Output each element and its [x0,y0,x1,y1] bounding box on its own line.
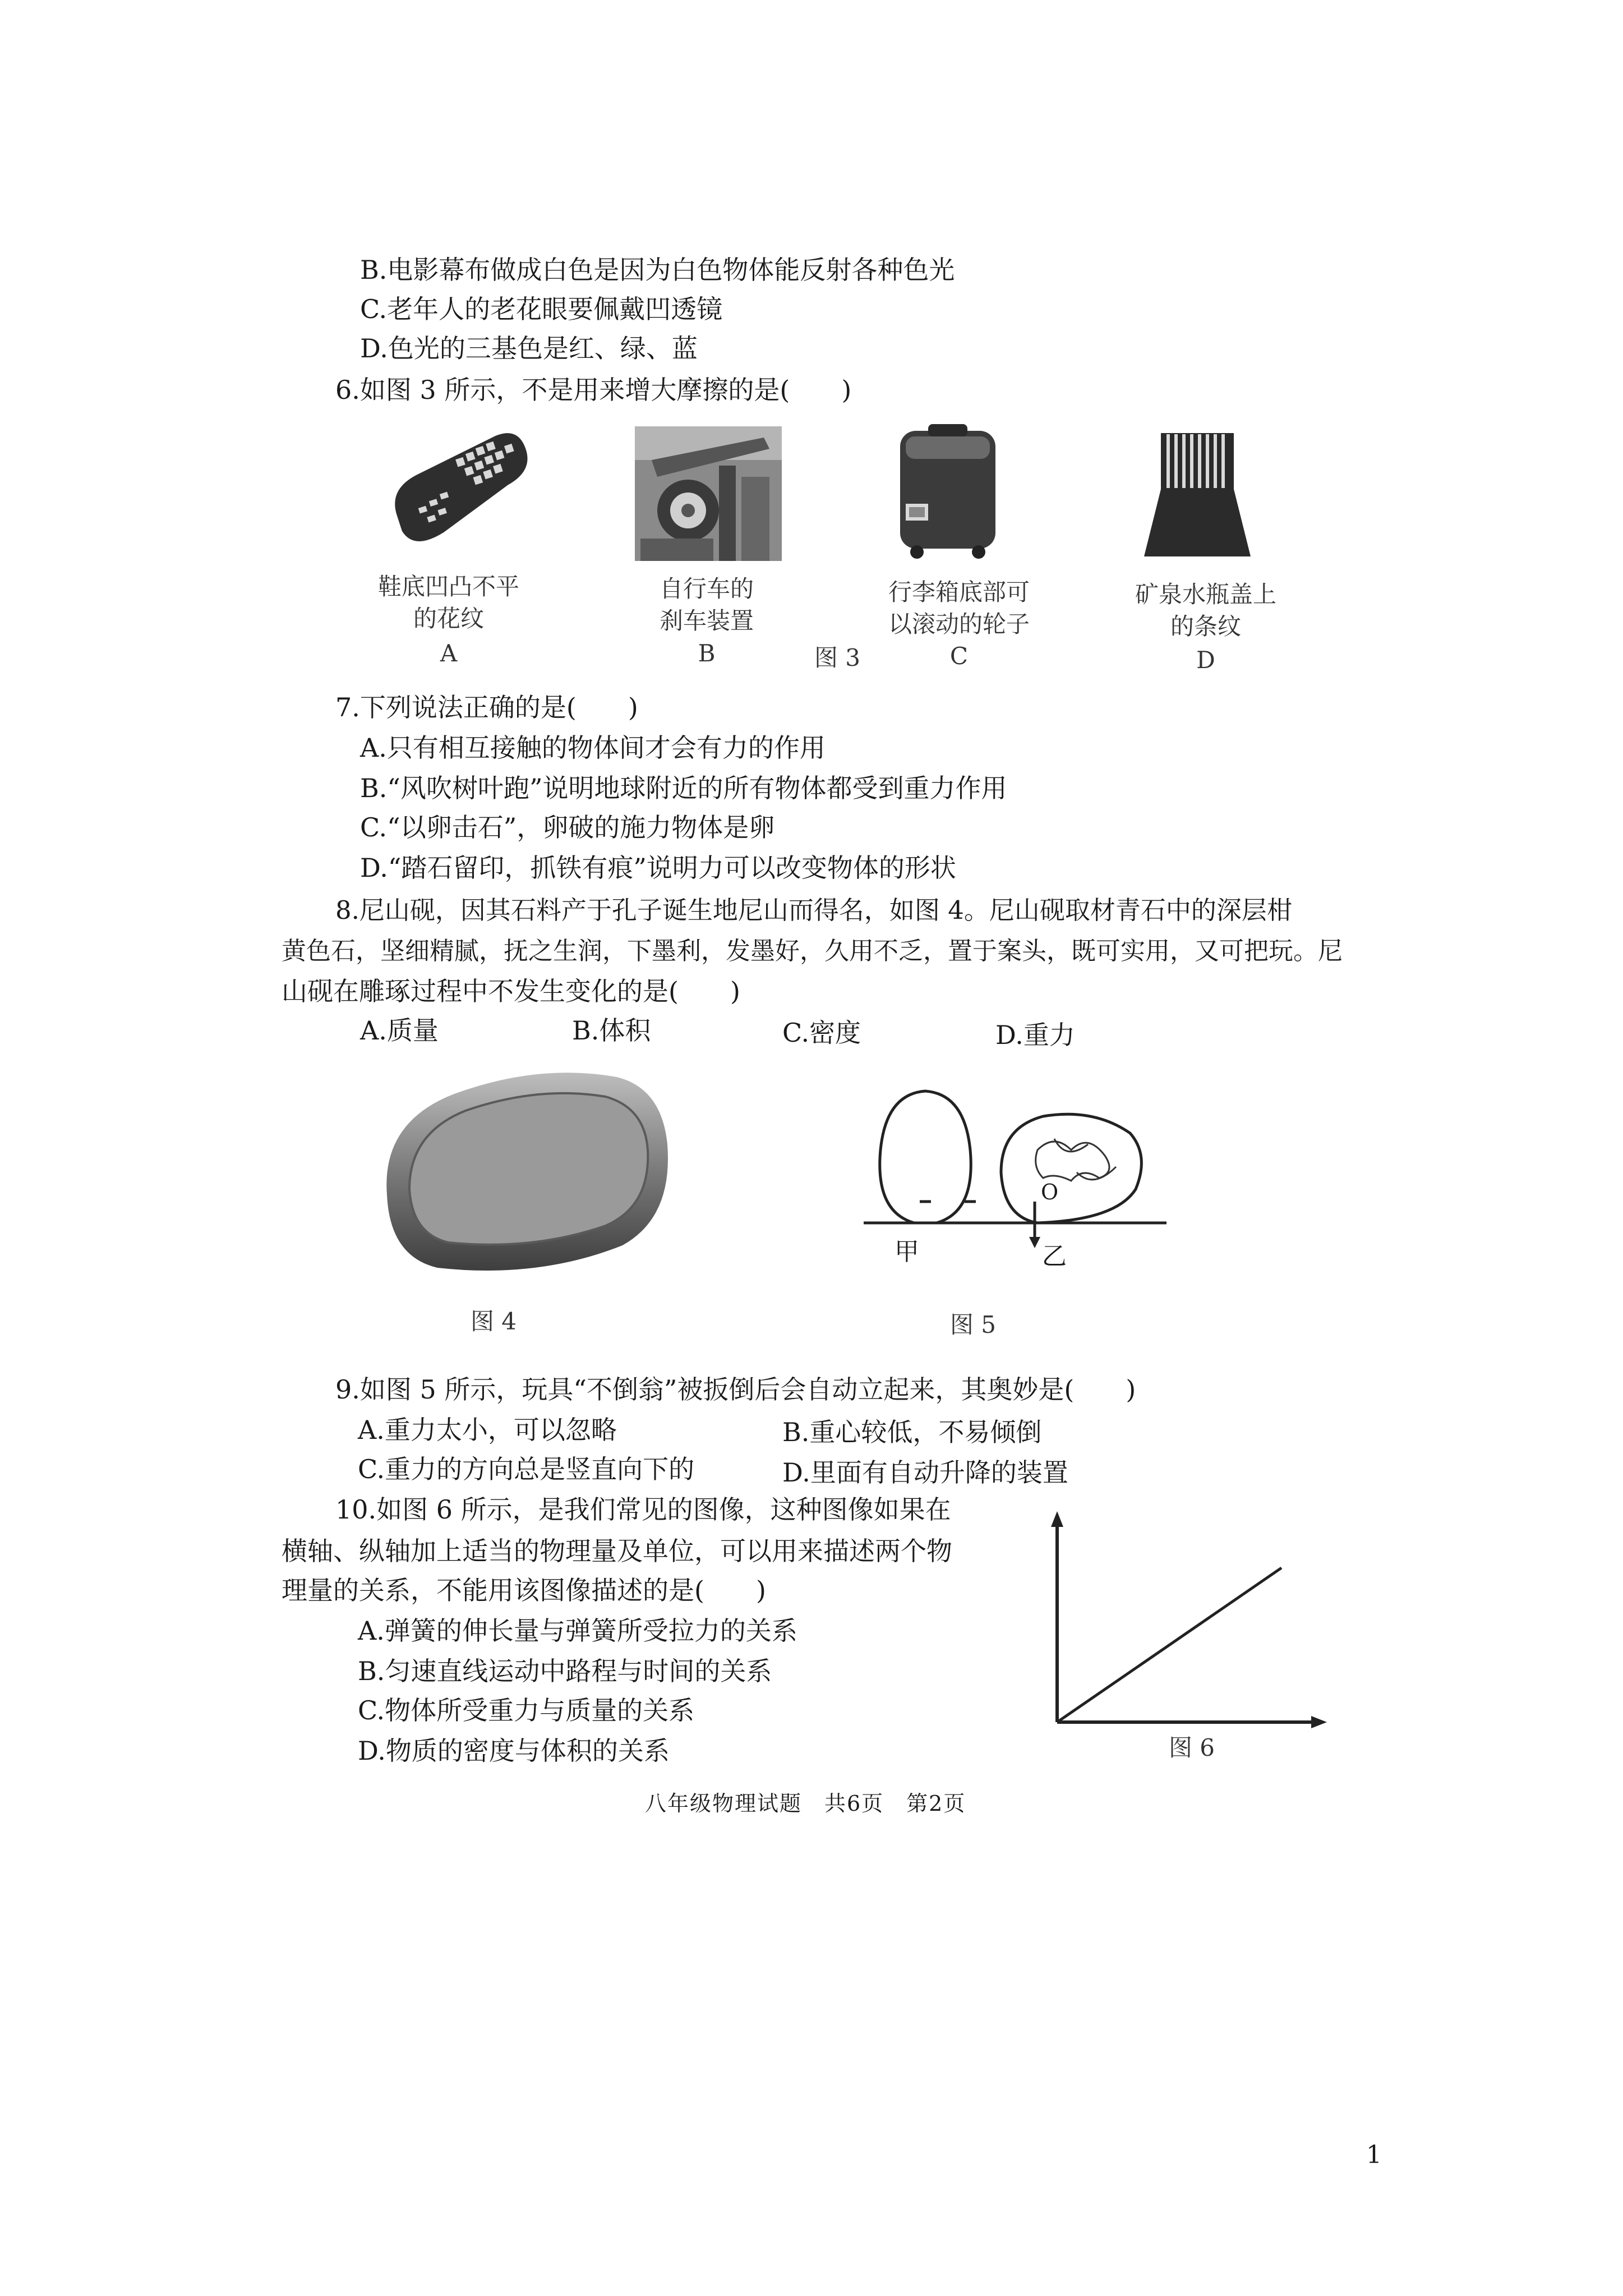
linear-graph [1038,1509,1329,1733]
q10-option-b: B.匀速直线运动中路程与时间的关系 [358,1656,772,1686]
q6-stem: 6.如图 3 所示，不是用来增大摩擦的是( ) [335,375,852,405]
q7-option-a: A.只有相互接触的物体间才会有力的作用 [360,733,826,763]
q9-option-b: B.重心较低，不易倾倒 [782,1417,1042,1447]
fig5-jia-label: 甲 [895,1237,919,1266]
q5-option-c: C.老年人的老花眼要佩戴凹透镜 [360,294,723,324]
fig6-label: 图 6 [1168,1734,1215,1761]
fig5-o-label: O [1041,1180,1059,1204]
q9-option-c: C.重力的方向总是竖直向下的 [358,1454,695,1484]
q7-stem: 7.下列说法正确的是( ) [335,692,638,723]
q10-line3: 理量的关系，不能用该图像描述的是( ) [282,1575,766,1605]
fig3-caption-b-line1: 自行车的 [659,575,754,602]
page-footer: 八年级物理试题 共6页 第2页 [645,1791,966,1816]
q8-option-c: C.密度 [782,1018,861,1048]
fig3-caption-b-line2: 刹车装置 [659,606,754,634]
fig3-caption-a-line2: 的花纹 [413,604,484,632]
q9-option-a: A.重力太小，可以忽略 [358,1415,617,1445]
q8-line3: 山砚在雕琢过程中不发生变化的是( ) [282,976,740,1006]
fig3-figure-label: 图 3 [814,644,861,671]
fig5-label: 图 5 [949,1311,997,1338]
fig3-caption-a-line1: 鞋底凹凸不平 [377,573,519,600]
bottle-cap-image [1138,427,1256,559]
q10-option-c: C.物体所受重力与质量的关系 [358,1695,695,1726]
q10-option-a: A.弹簧的伸长量与弹簧所受拉力的关系 [358,1616,797,1646]
bicycle-brake-image [635,426,782,561]
fig3-caption-b [628,573,785,637]
page-number: 1 [1366,2141,1382,2169]
q7-option-b: B.“风吹树叶跑”说明地球附近的所有物体都受到重力作用 [360,773,1007,803]
q7-option-c: C.“以卵击石”，卵破的施力物体是卵 [360,812,775,843]
q8-option-a: A.质量 [360,1015,439,1046]
fig5-yi-label: 乙 [1042,1242,1067,1271]
q5-option-b: B.电影幕布做成白色是因为白色物体能反射各种色光 [360,255,955,285]
q9-option-d: D.里面有自动升降的装置 [782,1457,1068,1488]
fig3-letter-b: B [698,639,716,667]
fig3-caption-d [1113,579,1298,642]
fig3-caption-d-line1: 矿泉水瓶盖上 [1135,581,1276,608]
inkstone-image [370,1055,684,1290]
q10-line1: 10.如图 6 所示，是我们常见的图像，这种图像如果在 [335,1494,951,1525]
q10-line2: 横轴、纵轴加上适当的物理量及单位，可以用来描述两个物 [282,1536,952,1566]
luggage-wheels-image [889,420,1008,560]
q7-option-d: D.“踏石留印，抓铁有痕”说明力可以改变物体的形状 [360,853,956,883]
q10-option-d: D.物质的密度与体积的关系 [358,1736,670,1766]
fig4-label: 图 4 [470,1308,517,1335]
fig3-letter-a: A [440,639,458,667]
q8-line2: 黄色石，坚细精腻，抚之生润，下墨利，发墨好，久用不乏，置于案头，既可实用，又可把玩。尼 [282,937,1343,965]
fig3-letter-d: D [1196,646,1215,674]
shoe-sole-image [381,426,544,555]
q9-stem: 9.如图 5 所示，玩具“不倒翁”被扳倒后会自动立起来，其奥妙是( ) [335,1374,1136,1405]
q8-option-b: B.体积 [572,1015,651,1046]
fig3-letter-c: C [949,642,969,670]
fig3-caption-a [359,571,538,634]
fig3-caption-c-line2: 以滚动的轮子 [888,610,1030,638]
q8-option-d: D.重力 [995,1020,1075,1050]
fig3-caption-c [866,577,1052,640]
fig3-caption-c-line1: 行李箱底部可 [888,578,1030,606]
fig3-caption-d-line2: 的条纹 [1170,612,1241,640]
q5-option-d: D.色光的三基色是红、绿、蓝 [360,333,698,364]
q8-line1: 8.尼山砚，因其石料产于孔子诞生地尼山而得名，如图 4。尼山砚取材青石中的深层柑 [335,895,1292,925]
